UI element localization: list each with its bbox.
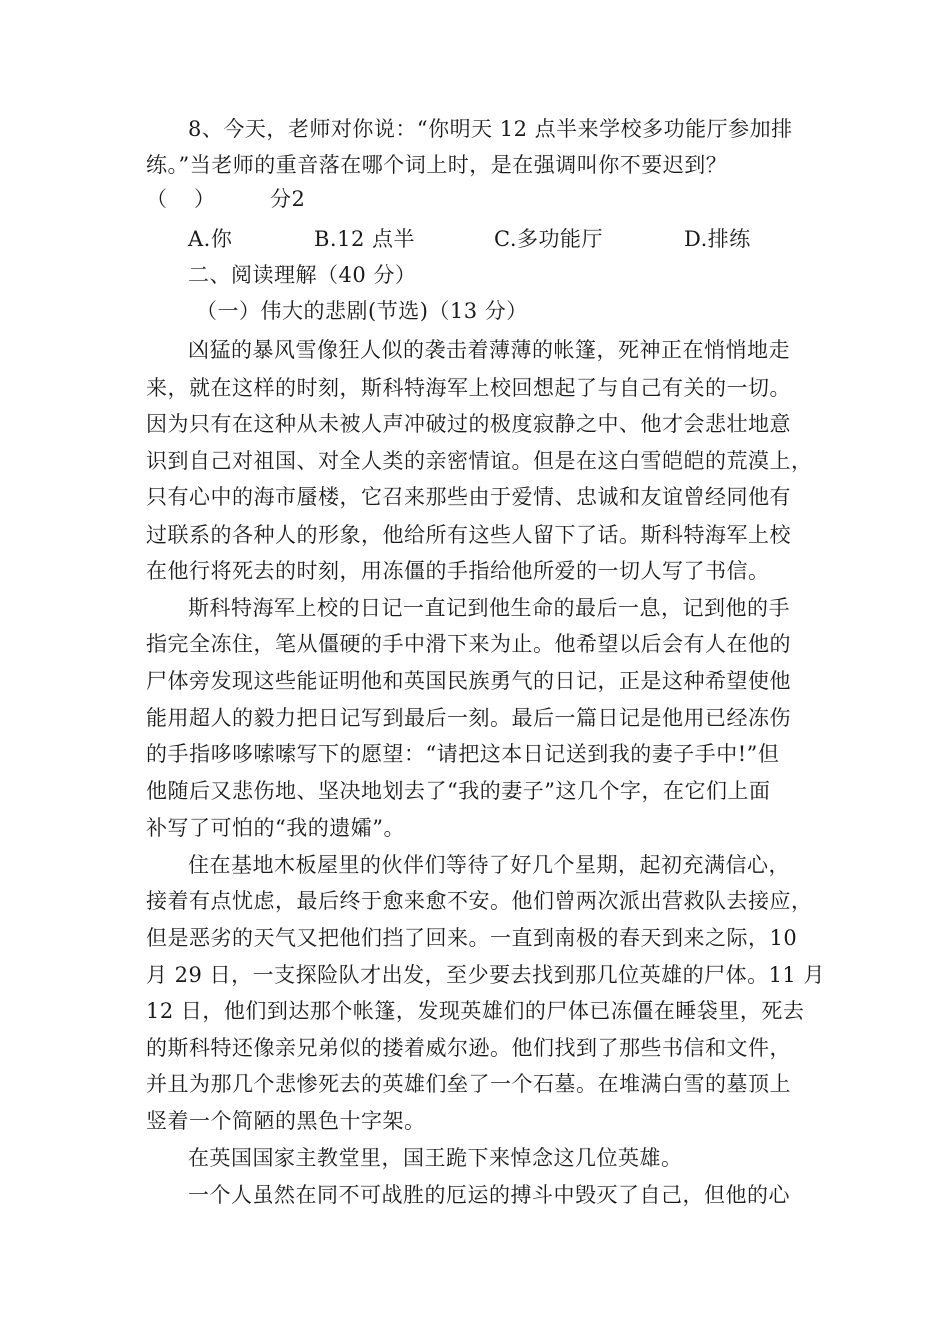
answer-paren-open: （ (146, 187, 168, 211)
passage-line: 月 29 日，一支探险队才出发，至少要去找到那几位英雄的尸体。11 月 (146, 963, 825, 987)
passage-1-title: （一）伟大的悲剧(节选)（13 分） (196, 299, 528, 323)
passage-line: 斯科特海军上校的日记一直记到他生命的最后一息，记到他的手 (188, 596, 790, 620)
passage-line: 识到自己对祖国、对全人类的亲密情谊。但是在这白雪皑皑的荒漠上， (146, 449, 813, 473)
passage-line: 补写了可怕的“我的遗孀”。 (146, 816, 405, 840)
question-8-line-2: 练。”当老师的重音落在哪个词上时，是在强调叫你不要迟到？ (146, 153, 728, 177)
passage-line: 但是恶劣的天气又把他们挡了回来。一直到南极的春天到来之际，10 (146, 926, 798, 950)
passage-line: 接着有点忧虑，最后终于愈来愈不安。他们曾两次派出营救队去接应， (146, 889, 813, 913)
passage-line: 的斯科特还像亲兄弟似的搂着威尔逊。他们找到了那些书信和文件， (146, 1036, 791, 1060)
option-c: C.多功能厅 (494, 227, 603, 251)
passage-line: 只有心中的海市蜃楼，它召来那些由于爱情、忠诚和友谊曾经同他有 (146, 485, 791, 509)
score-label: 分2 (270, 187, 306, 211)
passage-line: 过联系的各种人的形象，他给所有这些人留下了话。斯科特海军上校 (146, 523, 791, 547)
option-d: D.排练 (684, 227, 751, 251)
passage-line: 因为只有在这种从未被人声冲破过的极度寂静之中、他才会悲壮地意 (146, 412, 791, 436)
passage-line: 并且为那几个悲惨死去的英雄们垒了一个石墓。在堆满白雪的墓顶上 (146, 1072, 791, 1096)
answer-paren-close: ） (194, 187, 216, 211)
option-a: A.你 (188, 227, 233, 251)
passage-line: 尸体旁发现这些能证明他和英国民族勇气的日记，正是这种希望使他 (146, 669, 791, 693)
passage-line: 能用超人的毅力把日记写到最后一刻。最后一篇日记是他用已经冻伤 (146, 706, 791, 730)
passage-line: 的手指哆哆嗦嗦写下的愿望：“请把这本日记送到我的妻子手中!”但 (146, 742, 780, 766)
passage-line: 在他行将死去的时刻，用冻僵的手指给他所爱的一切人写了书信。 (146, 559, 770, 583)
passage-line: 住在基地木板屋里的伙伴们等待了好几个星期，起初充满信心， (188, 853, 790, 877)
passage-line: 指完全冻住，笔从僵硬的手中滑下来为止。他希望以后会有人在他的 (146, 632, 791, 656)
passage-line: 在英国国家主教堂里，国王跪下来悼念这几位英雄。 (188, 1146, 683, 1170)
passage-line: 一个人虽然在同不可战胜的厄运的搏斗中毁灭了自己，但他的心 (188, 1183, 790, 1207)
passage-line: 他随后又悲伤地、坚决地划去了“我的妻子”这几个字，在它们上面 (146, 779, 771, 803)
question-8-line-1: 8、今天，老师对你说：“你明天 12 点半来学校多功能厅参加排 (188, 117, 793, 141)
passage-line: 凶猛的暴风雪像狂人似的袭击着薄薄的帐篷，死神正在悄悄地走 (188, 338, 790, 362)
passage-line: 12 日，他们到达那个帐篷，发现英雄们的尸体已冻僵在睡袋里，死去 (146, 999, 805, 1023)
passage-line: 来，就在这样的时刻，斯科特海军上校回想起了与自己有关的一切。 (146, 376, 791, 400)
section-2-title: 二、阅读理解（40 分） (188, 263, 417, 287)
option-b: B.12 点半 (314, 227, 416, 251)
passage-line: 竖着一个简陋的黑色十字架。 (146, 1109, 426, 1133)
